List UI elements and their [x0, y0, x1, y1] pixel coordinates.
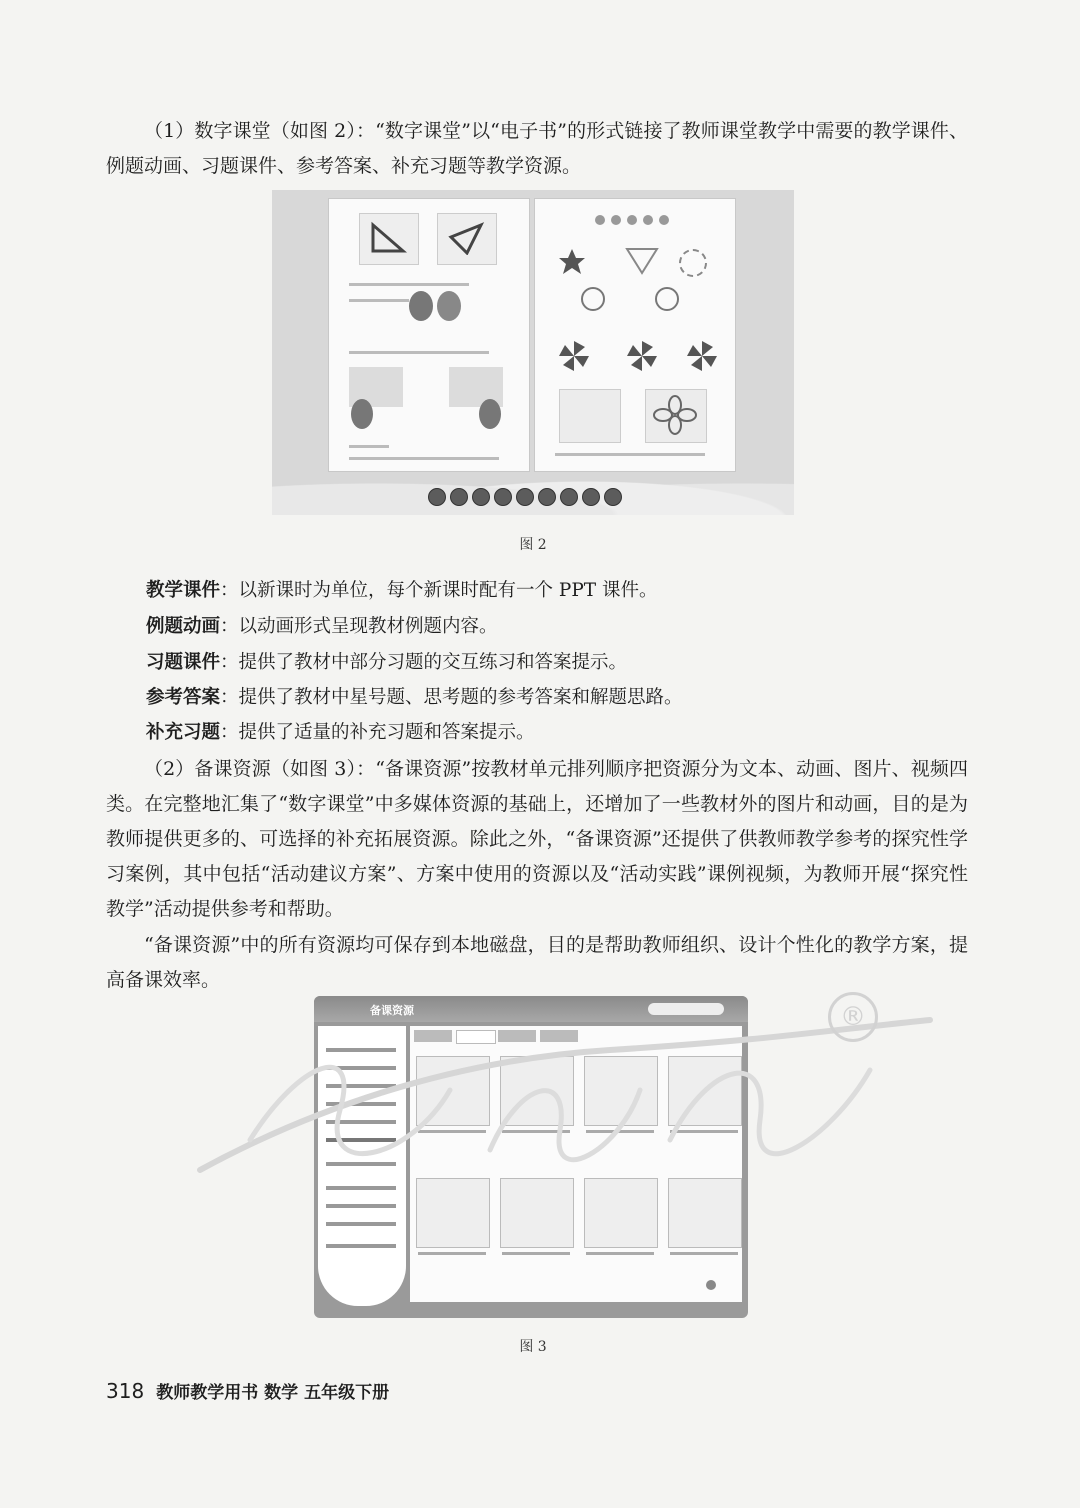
page-footer — [106, 1378, 389, 1403]
student-figure — [479, 399, 501, 429]
sidebar-item[interactable] — [326, 1222, 396, 1226]
definition-desc: 以新课时为单位，每个新课时配有一个 PPT 课件。 — [238, 580, 658, 601]
flower-icon — [557, 247, 587, 277]
registered-mark-icon: ® — [828, 992, 878, 1042]
sidebar-item[interactable] — [326, 1102, 396, 1106]
sidebar-item[interactable] — [326, 1244, 396, 1248]
student-figure — [351, 399, 373, 429]
tab[interactable] — [456, 1030, 496, 1044]
resource-thumbnail[interactable] — [416, 1056, 490, 1126]
resource-thumbnail[interactable] — [584, 1056, 658, 1126]
resource-thumbnail[interactable] — [416, 1178, 490, 1248]
toolbar-button[interactable] — [516, 488, 534, 506]
definition-item: 参考答案：提供了教材中星号题、思考题的参考答案和解题思路。 — [146, 687, 683, 708]
rotation-icon — [655, 287, 679, 311]
sidebar-item[interactable] — [326, 1186, 396, 1190]
sidebar-item[interactable] — [326, 1120, 396, 1124]
resource-grid — [410, 1026, 742, 1302]
page-number: 318 — [106, 1379, 145, 1403]
triangle-pattern-icon — [625, 245, 659, 275]
sidebar-item[interactable] — [326, 1048, 396, 1052]
para3-paragraph: “备课资源”中的所有资源均可保存到本地磁盘，目的是帮助教师组织、设计个性化的教学方案，提高备课效率。 — [106, 934, 968, 991]
toolbar-button[interactable] — [560, 488, 578, 506]
search-input[interactable] — [648, 1003, 724, 1015]
toolbar-button[interactable] — [428, 488, 446, 506]
figure-3-caption: 图 3 — [519, 1339, 547, 1355]
pinwheel-icon — [685, 339, 719, 373]
student-figure — [409, 291, 433, 321]
definition-term: 例题动画 — [146, 616, 221, 637]
figure-digital-classroom — [272, 190, 794, 515]
tab[interactable] — [414, 1030, 452, 1042]
tab[interactable] — [540, 1030, 578, 1042]
definition-item: 教学课件：以新课时为单位，每个新课时配有一个 PPT 课件。 — [146, 580, 658, 601]
tab[interactable] — [498, 1030, 536, 1042]
toolbar-button[interactable] — [494, 488, 512, 506]
pinwheel-icon — [625, 339, 659, 373]
resource-thumbnail[interactable] — [668, 1178, 742, 1248]
resource-thumbnail[interactable] — [668, 1056, 742, 1126]
triangle-icon — [447, 221, 487, 255]
ebook-right-page — [534, 198, 736, 472]
toolbar-button[interactable] — [472, 488, 490, 506]
resource-window-title: 备课资源 — [370, 1004, 414, 1017]
definition-term: 参考答案 — [146, 687, 221, 708]
figure-lesson-resources — [314, 996, 748, 1318]
definition-term: 教学课件 — [146, 580, 221, 601]
resource-thumbnail[interactable] — [500, 1056, 574, 1126]
toolbar-button[interactable] — [538, 488, 556, 506]
sidebar-item[interactable] — [326, 1162, 396, 1166]
sidebar-item[interactable] — [326, 1066, 396, 1070]
definition-item: 补充习题：提供了适量的补充习题和答案提示。 — [146, 722, 535, 743]
ebook-toolbar — [428, 488, 622, 506]
unit-sidebar — [318, 1026, 406, 1306]
next-page-icon[interactable] — [706, 1280, 716, 1290]
sidebar-item[interactable] — [326, 1138, 396, 1142]
definition-term: 补充习题 — [146, 722, 221, 743]
toolbar-button[interactable] — [582, 488, 600, 506]
resource-thumbnail[interactable] — [500, 1178, 574, 1248]
toolbar-button[interactable] — [450, 488, 468, 506]
resource-thumbnail[interactable] — [584, 1178, 658, 1248]
sidebar-item[interactable] — [326, 1084, 396, 1088]
definition-desc: 提供了教材中星号题、思考题的参考答案和解题思路。 — [238, 687, 683, 708]
sidebar-item[interactable] — [326, 1204, 396, 1208]
pinwheel-icon — [557, 339, 591, 373]
definition-desc: 提供了适量的补充习题和答案提示。 — [238, 722, 535, 743]
student-figure — [437, 291, 461, 321]
book-title: 教师教学用书 数学 五年级下册 — [156, 1383, 390, 1403]
flower-pattern-icon — [653, 395, 697, 435]
definition-desc: 提供了教材中部分习题的交互练习和答案提示。 — [238, 652, 628, 673]
rotation-icon — [581, 287, 605, 311]
intro-paragraph: （1）数字课堂（如图 2）：“数字课堂”以“电子书”的形式链接了教师课堂教学中需要的教学课件、例题动画、习题课件、参考答案、补充习题等教学资源。 — [106, 120, 968, 177]
definition-item: 例题动画：以动画形式呈现教材例题内容。 — [146, 616, 498, 637]
toolbar-button[interactable] — [604, 488, 622, 506]
section2-paragraph: （2）备课资源（如图 3）：“备课资源”按教材单元排列顺序把资源分为文本、动画、图片、视频四类。在完整地汇集了“数字课堂”中多媒体资源的基础上，还增加了一些教材外的图片和动画，目的是为教师提供更多的、可选择的补充拓展资源。除此之外，“备课资源”还提供了供教师教学参考的探究性学习案例，其中包括“活动建议方案”、方案中使用的资源以及“活动实践”课例视频，为教师开展“探究性教学”活动提供参考和帮助。 — [106, 758, 968, 920]
definition-desc: 以动画形式呈现教材例题内容。 — [238, 616, 498, 637]
circle-pattern-icon — [679, 249, 707, 277]
triangle-icon — [369, 221, 409, 255]
figure-2-caption: 图 2 — [519, 537, 547, 553]
definition-term: 习题课件 — [146, 652, 221, 673]
definition-item: 习题课件：提供了教材中部分习题的交互练习和答案提示。 — [146, 652, 628, 673]
ebook-left-page — [328, 198, 530, 472]
